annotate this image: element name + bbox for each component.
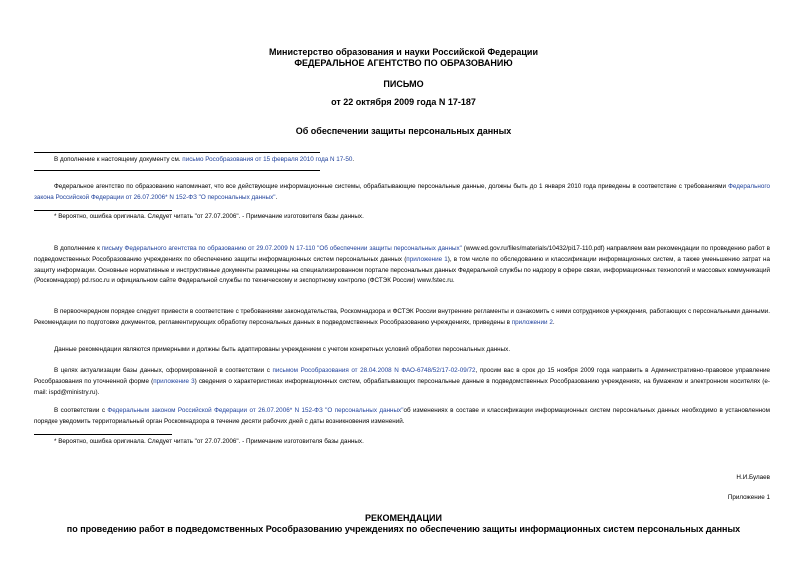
- federal-law-link[interactable]: Федерального закона Российской Федерации от 26.07.2006* N 152-ФЗ "О персональных данных": [34, 183, 770, 201]
- letter-fao-6748-link[interactable]: письмом Рособразования от 28.04.2008 N ФАО-6748/52/17-02-09/72: [272, 367, 476, 374]
- document-subject: Об обеспечении защиты персональных данных: [295, 126, 512, 136]
- document-type: ПИСЬМО: [383, 79, 424, 89]
- paragraph-4: Данные рекомендации являются примерными и должны быть адаптированы учреждением с учетом конкретных условий обработки персональных данных.: [54, 346, 511, 353]
- footnote-rule: [34, 434, 172, 435]
- appendix-2-link[interactable]: приложении 2: [511, 318, 553, 326]
- recommendations-title: РЕКОМЕНДАЦИИ: [365, 513, 442, 523]
- agency-name: ФЕДЕРАЛЬНОЕ АГЕНТСТВО ПО ОБРАЗОВАНИЮ: [294, 58, 513, 68]
- paragraph-2: В дополнение к письму Федерального агентства по образованию от 29.07.2009 N 17-110 "Об обеспечении защиты персональных данных" (www.ed.gov.ru/files/materials/10432/pi17-110.pdf) направляем вам рекомендации по проведению работ в подведомственных Рособразованию учреждениях по обеспечению защиты информационных систем персональных данных (приложение 1), в том числе по обследованию и классификации информационных систем, а также уменьшению затрат на защиту информации. Основные нормативные и инструктивные документы размещены на специализированном портале персональных данных Федеральной службы по надзору в сфере связи, информационных технологий и массовых коммуникаций (Роскомнадзор) pd.rsoc.ru и официальном сайте Федеральной службы по техническому и экспортному контролю (ФСТЭК России) www.fstec.ru.: [34, 245, 770, 285]
- ministry-name: Министерство образования и науки Российской Федерации: [269, 47, 538, 57]
- signature: Н.И.Булаев: [736, 474, 770, 481]
- appendix-3-link[interactable]: приложение 3: [153, 377, 195, 385]
- federal-law-link-2[interactable]: Федеральным законом Российской Федерации от 26.07.2006* N 152-ФЗ "О персональных данных": [107, 407, 404, 414]
- recommendations-subtitle: по проведению работ в подведомственных Рособразованию учреждениях по обеспечению защиты информационных систем персональных данных: [66, 524, 741, 534]
- document-date-number: от 22 октября 2009 года N 17-187: [331, 97, 476, 107]
- footnote-rule: [34, 210, 172, 211]
- paragraph-5: В целях актуализации базы данных, сформированной в соответствии с письмом Рособразования от 28.04.2008 N ФАО-6748/52/17-02-09/72, просим вас в срок до 15 ноября 2009 года направить в Административно-правовое управление Рособразования по уточненной форме (приложение 3) сведения о характеристиках информационных систем, обрабатывающих персональные данные в подведомственных Рособразованию учреждениях, на бумажном и электронном носителях (e-mail: ispd@ministry.ru).: [34, 367, 770, 396]
- separator-rule: [34, 152, 320, 153]
- footnote-2: * Вероятно, ошибка оригинала. Следует читать "от 27.07.2006". - Примечание изготовителя базы данных.: [54, 438, 364, 445]
- footnote-1: * Вероятно, ошибка оригинала. Следует читать "от 27.07.2006". - Примечание изготовителя базы данных.: [54, 213, 364, 220]
- addendum-note: В дополнение к настоящему документу см. письмо Рособразования от 15 февраля 2010 года N 17-50.: [54, 156, 355, 163]
- paragraph-1: Федеральное агентство по образованию напоминает, что все действующие информационные системы, обрабатывающие персональные данные, должны быть до 1 января 2010 года приведены в соответствие с требованиями Федерального закона Российской Федерации от 26.07.2006* N 152-ФЗ "О персональных данных".: [34, 183, 770, 201]
- appendix-label: Приложение 1: [727, 494, 770, 501]
- appendix-1-link[interactable]: приложение 1: [406, 255, 448, 263]
- paragraph-3: В первоочередном порядке следует привести в соответствие с требованиями законодательства, Роскомнадзора и ФСТЭК России внутренние регламенты и ознакомить с ними сотрудников учреждения, работающих с персональными данными. Рекомендации по подготовке документов, регламентирующих обработку персональных данных в подведомственных Рособразованию учреждениях, приведены в приложении 2.: [34, 308, 770, 326]
- addendum-link[interactable]: письмо Рособразования от 15 февраля 2010 года N 17-50: [182, 156, 353, 163]
- letter-17-110-link[interactable]: письму Федерального агентства по образованию от 29.07.2009 N 17-110 "Об обеспечении защиты персональных данных": [101, 245, 462, 252]
- separator-rule: [34, 170, 320, 171]
- paragraph-6: В соответствии с Федеральным законом Российской Федерации от 26.07.2006* N 152-ФЗ "О персональных данных"об изменениях в составе и классификации информационных систем персональных данных необходимо в установленном порядке уведомить территориальный орган Роскомнадзора в течение десяти рабочих дней с даты возникновения изменений.: [34, 407, 770, 425]
